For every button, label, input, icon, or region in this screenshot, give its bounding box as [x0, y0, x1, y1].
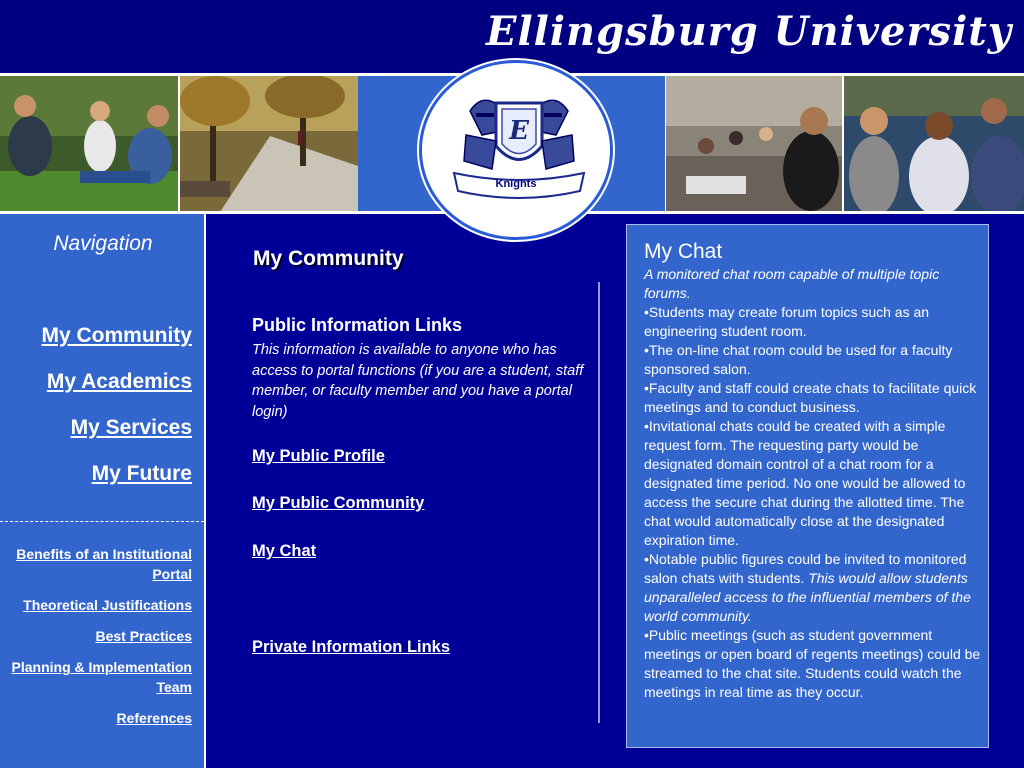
page-heading: My Community: [253, 247, 404, 270]
chat-bullet: •Faculty and staff could create chats to facilitate quick meetings and to conduct business.: [644, 380, 977, 415]
nav-link-planning-team[interactable]: Planning & Implementation Team: [11, 659, 192, 695]
chat-bullet-italic: This would allow students unparalleled access to the influential members of the world community.: [644, 570, 971, 624]
knights-logo: [419, 60, 613, 240]
link-my-chat[interactable]: My Chat: [252, 542, 317, 560]
nav-link-benefits[interactable]: Benefits of an Institutional Portal: [16, 546, 192, 582]
chat-bullet: [644, 550, 982, 626]
svg-text:E: E: [509, 116, 529, 146]
nav-link-my-services[interactable]: My Services: [70, 416, 192, 439]
university-title: Ellingsburg University: [485, 8, 1012, 55]
chat-title: My Chat: [644, 240, 723, 263]
nav-link-theoretical-justifications[interactable]: Theoretical Justifications: [23, 597, 192, 613]
nav-link-my-community[interactable]: My Community: [41, 324, 192, 347]
nav-link-references[interactable]: References: [116, 710, 192, 726]
chat-subtitle: A monitored chat room capable of multiple topic forums.: [644, 266, 940, 301]
public-info-title: Public Information Links: [252, 315, 463, 335]
chat-bullet: •The on-line chat room could be used for a faculty sponsored salon.: [644, 342, 953, 377]
public-info-description: This information is available to anyone who has access to portal functions (if you are a student, staff member, or faculty member and you have a portal login): [252, 342, 584, 420]
nav-link-my-academics[interactable]: My Academics: [46, 370, 192, 393]
link-my-public-community[interactable]: My Public Community: [252, 494, 425, 512]
link-my-public-profile[interactable]: My Public Profile: [252, 447, 385, 465]
students-on-lawn-photo: [0, 76, 178, 212]
lecture-hall-photo: [666, 76, 842, 212]
chat-bullet: •Public meetings (such as student government meetings or open board of regents meetings) could be streamed to the chat site. Students could watch the meetings in real time as they occur.: [644, 627, 981, 700]
chat-bullet: •Students may create forum topics such as an engineering student room.: [644, 304, 930, 339]
chat-bullet-text: •Notable public figures could be invited to monitored salon chats with students.: [644, 551, 967, 586]
chat-bullet: •Invitational chats could be created with a simple request form. The requesting party would be designated domain control of a chat room for a designated time period. No one would be allowed to access the secure chat during the allotted time. The chat would automatically close at the designated expiration time.: [644, 418, 966, 548]
logo-banner-text: Knights: [495, 178, 537, 190]
nav-link-best-practices[interactable]: Best Practices: [95, 628, 192, 644]
nav-divider: [0, 521, 204, 522]
link-private-information[interactable]: Private Information Links: [252, 638, 451, 656]
column-divider: [598, 282, 600, 723]
campus-path-photo: [180, 76, 358, 212]
nav-sub-links: [2, 544, 192, 739]
nav-main-links: [41, 322, 192, 506]
left-navigation: [0, 214, 206, 768]
nav-link-my-future[interactable]: My Future: [91, 462, 192, 485]
my-chat-panel: [626, 224, 989, 748]
students-group-photo: [844, 76, 1024, 212]
nav-title: Navigation: [53, 232, 153, 255]
